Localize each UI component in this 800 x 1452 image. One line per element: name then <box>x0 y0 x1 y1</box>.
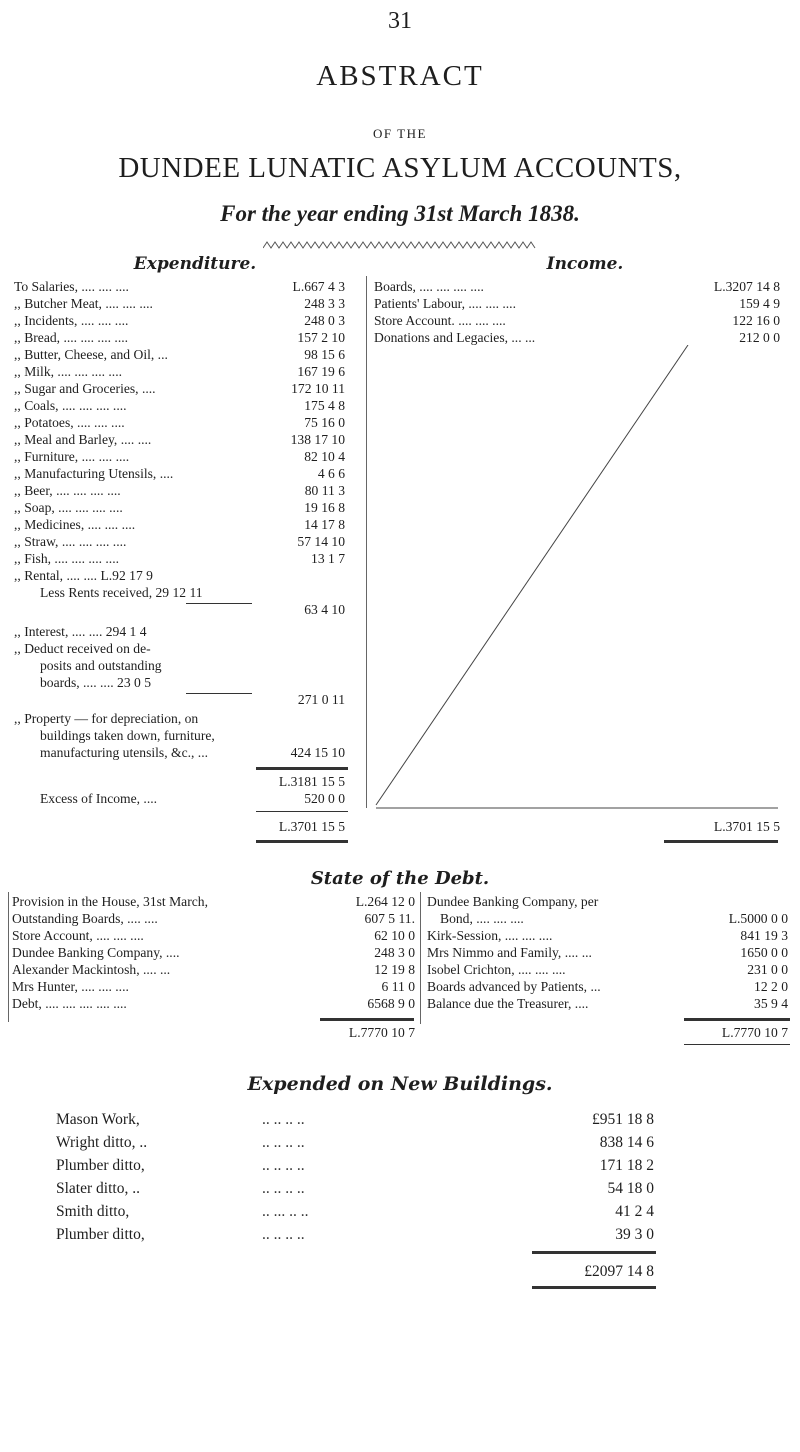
buildings-total-underline <box>532 1286 656 1289</box>
list-item: Kirk-Session, .... .... .... <box>427 928 553 943</box>
property-amount: 424 15 10 <box>290 745 345 760</box>
list-item: To Salaries, .... .... .... <box>14 279 129 294</box>
debt-column-divider <box>420 892 421 1024</box>
list-item: ,, Coals, .... .... .... .... <box>14 398 127 413</box>
decorative-wave-rule <box>263 240 537 250</box>
interest-net-amount: 271 0 11 <box>297 692 345 707</box>
list-item: ,, Medicines, .... .... .... <box>14 517 136 532</box>
list-item: Provision in the House, 31st March, <box>12 894 208 909</box>
list-item-amount: 14 17 8 <box>304 517 345 532</box>
list-item-amount: 212 0 0 <box>739 330 780 345</box>
debt-left-border <box>8 892 9 1022</box>
property-line-1: ,, Property — for depreciation, on <box>14 711 199 726</box>
rental-line: ,, Rental, .... .... L.92 17 9 <box>14 568 153 583</box>
list-item: ,, Sugar and Groceries, .... <box>14 381 156 396</box>
list-item: Store Account. .... .... .... <box>374 313 506 328</box>
interest-line: ,, Interest, .... .... 294 1 4 <box>14 624 147 639</box>
list-item-amount: 12 19 8 <box>374 962 415 977</box>
list-item: ,, Incidents, .... .... .... <box>14 313 129 328</box>
income-heading: Income. <box>546 254 624 274</box>
list-item-amount: 13 1 7 <box>311 551 345 566</box>
list-item: Dundee Banking Company, .... <box>12 945 180 960</box>
list-item-amount: 6 11 0 <box>381 979 415 994</box>
list-item-amount: L.667 4 3 <box>292 279 345 294</box>
list-item: ,, Beer, .... .... .... .... <box>14 483 121 498</box>
list-item-amount: 172 10 11 <box>291 381 345 396</box>
list-item: Plumber ditto, <box>56 1226 145 1243</box>
list-item-leader: .. .. .. .. <box>262 1111 305 1128</box>
expenditure-total: L.3701 15 5 <box>278 819 345 834</box>
list-item-amount: 231 0 0 <box>747 962 788 977</box>
list-item: Plumber ditto, <box>56 1157 145 1174</box>
list-item: Balance due the Treasurer, .... <box>427 996 589 1011</box>
deduct-line-3: boards, .... .... 23 0 5 <box>40 675 152 690</box>
list-item: ,, Furniture, .... .... .... <box>14 449 130 464</box>
list-item-amount: 19 16 8 <box>304 500 345 515</box>
list-item-amount: 159 4 9 <box>739 296 780 311</box>
list-item: Patients' Labour, .... .... .... <box>374 296 516 311</box>
list-item: Debt, .... .... .... .... .... <box>12 996 127 1011</box>
list-item-amount: 6568 9 0 <box>367 996 415 1011</box>
list-item-leader: .. .. .. .. <box>262 1157 305 1174</box>
page-title: ABSTRACT <box>316 60 484 92</box>
list-item: ,, Potatoes, .... .... .... <box>14 415 125 430</box>
list-item-amount: L.5000 0 0 <box>728 911 788 926</box>
year-line: For the year ending 31st March 1838. <box>220 201 580 226</box>
list-item-amount: 4 6 6 <box>317 466 345 481</box>
list-item: Wright ditto, .. <box>56 1134 148 1151</box>
list-item: Mrs Nimmo and Family, .... ... <box>427 945 592 960</box>
debt-right-underline <box>684 1044 790 1045</box>
list-item: ,, Manufacturing Utensils, .... <box>14 466 174 481</box>
income-total: L.3701 15 5 <box>713 819 780 834</box>
deduct-line-1: ,, Deduct received on de- <box>14 641 151 656</box>
list-item-amount: 167 19 6 <box>297 364 345 379</box>
list-item-amount: 12 2 0 <box>754 979 788 994</box>
list-item: Slater ditto, .. <box>56 1180 140 1197</box>
list-item-leader: .. .. .. .. <box>262 1180 305 1197</box>
list-item-amount: 1650 0 0 <box>740 945 788 960</box>
list-item: Smith ditto, <box>56 1203 130 1220</box>
page-number: 31 <box>388 8 412 34</box>
list-item-amount: 39 3 0 <box>615 1226 654 1243</box>
list-item: ,, Bread, .... .... .... .... <box>14 330 129 345</box>
list-item-amount: 122 16 0 <box>732 313 780 328</box>
rents-received-line: Less Rents received, 29 12 11 <box>40 585 203 600</box>
buildings-heading: Expended on New Buildings. <box>247 1073 553 1095</box>
list-item: ,, Milk, .... .... .... .... <box>14 364 122 379</box>
list-item: Boards, .... .... .... .... <box>374 279 484 294</box>
list-item-amount: 607 5 11. <box>364 911 415 926</box>
list-item: ,, Butcher Meat, .... .... .... <box>14 296 153 311</box>
debt-heading: State of the Debt. <box>310 868 490 889</box>
property-line-3: manufacturing utensils, &c., ... <box>40 745 208 760</box>
property-line-2: buildings taken down, furniture, <box>40 728 215 743</box>
list-item: Boards advanced by Patients, ... <box>427 979 601 994</box>
expenditure-heading: Expenditure. <box>133 254 257 274</box>
list-item: Store Account, .... .... .... <box>12 928 144 943</box>
debt-right-first-line: Dundee Banking Company, per <box>427 894 599 909</box>
list-item-amount: 171 18 2 <box>599 1157 654 1174</box>
list-item-amount: 82 10 4 <box>304 449 345 464</box>
column-divider <box>366 276 367 808</box>
buildings-total-rule <box>532 1251 656 1254</box>
list-item: Bond, .... .... .... <box>440 911 524 926</box>
buildings-total: £2097 14 8 <box>584 1263 654 1280</box>
list-item-amount: 248 0 3 <box>304 313 345 328</box>
excess-amount: 520 0 0 <box>304 791 345 806</box>
list-item-amount: 157 2 10 <box>297 330 345 345</box>
expenditure-total-underline <box>256 840 348 843</box>
list-item-amount: 248 3 0 <box>374 945 415 960</box>
excess-label: Excess of Income, .... <box>40 791 158 806</box>
list-item: Mrs Hunter, .... .... .... <box>12 979 129 994</box>
list-item: Isobel Crichton, .... .... .... <box>427 962 566 977</box>
list-item-amount: 98 15 6 <box>304 347 345 362</box>
list-item-amount: 54 18 0 <box>607 1180 654 1197</box>
list-item-amount: 838 14 6 <box>599 1134 654 1151</box>
deduct-line-2: posits and outstanding <box>40 658 162 673</box>
list-item-leader: .. .. .. .. <box>262 1226 305 1243</box>
list-item-amount: L.264 12 0 <box>355 894 415 909</box>
rental-net-amount: 63 4 10 <box>304 602 345 617</box>
total-rule <box>256 811 348 812</box>
list-item: ,, Fish, .... .... .... .... <box>14 551 119 566</box>
subtotal-amount: L.3181 15 5 <box>278 774 345 789</box>
list-item-leader: .. .. .. .. <box>262 1134 305 1151</box>
list-item: Outstanding Boards, .... .... <box>12 911 158 926</box>
debt-left-rule <box>320 1018 414 1021</box>
list-item-amount: 35 9 4 <box>754 996 788 1011</box>
subtotal-rule <box>256 767 348 770</box>
list-item-leader: .. ... .. .. <box>262 1203 309 1220</box>
list-item-amount: L.3207 14 8 <box>713 279 780 294</box>
income-total-underline <box>664 840 778 843</box>
list-item: ,, Meal and Barley, .... .... <box>14 432 152 447</box>
list-item-amount: 75 16 0 <box>304 415 345 430</box>
list-item: Mason Work, <box>56 1111 140 1128</box>
list-item-amount: 175 4 8 <box>304 398 345 413</box>
list-item-amount: 41 2 4 <box>615 1203 654 1220</box>
debt-left-total: L.7770 10 7 <box>348 1025 415 1040</box>
debt-right-rule <box>684 1018 790 1021</box>
list-item-amount: 80 11 3 <box>304 483 345 498</box>
of-the-line: OF THE <box>373 126 427 141</box>
list-item-amount: £951 18 8 <box>592 1111 654 1128</box>
list-item-amount: 248 3 3 <box>304 296 345 311</box>
list-item-amount: 62 10 0 <box>374 928 415 943</box>
list-item: ,, Soap, .... .... .... .... <box>14 500 123 515</box>
list-item: Donations and Legacies, ... ... <box>374 330 536 345</box>
list-item: ,, Butter, Cheese, and Oil, ... <box>14 347 168 362</box>
income-diagonal-line <box>370 345 780 815</box>
list-item: ,, Straw, .... .... .... .... <box>14 534 127 549</box>
list-item-amount: 841 19 3 <box>740 928 788 943</box>
list-item: Alexander Mackintosh, .... ... <box>12 962 171 977</box>
debt-right-total: L.7770 10 7 <box>721 1025 788 1040</box>
list-item-amount: 138 17 10 <box>290 432 345 447</box>
asylum-title: DUNDEE LUNATIC ASYLUM ACCOUNTS, <box>118 152 682 184</box>
list-item-amount: 57 14 10 <box>297 534 345 549</box>
